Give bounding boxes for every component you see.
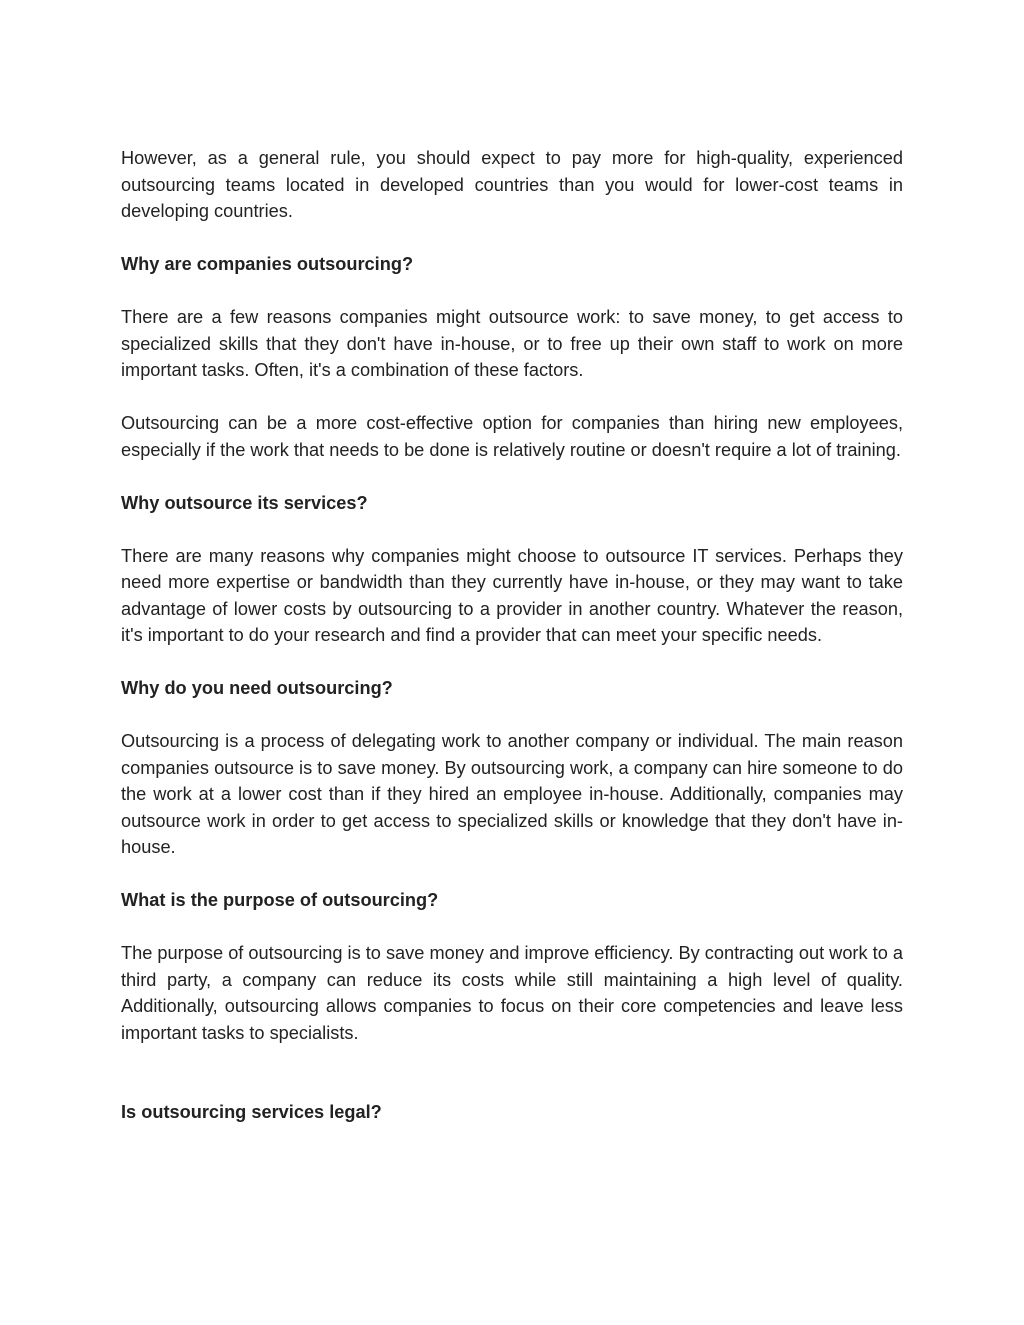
document-body <box>121 145 903 1152</box>
paragraph-purpose: The purpose of outsourcing is to save money and improve efficiency. By contracting out work to a third party, a company can reduce its costs while still maintaining a high level of quality. Additionally, outsourcing allows companies to focus on their core competencies and leave less important tasks to specialists. <box>121 943 903 1043</box>
heading-purpose-outsourcing: What is the purpose of outsourcing? <box>121 890 439 910</box>
heading-outsourcing-legal: Is outsourcing services legal? <box>121 1102 382 1122</box>
paragraph-pricing-note: However, as a general rule, you should expect to pay more for high-quality, experienced outsourcing teams located in developed countries than you would for lower-cost teams in developing countries. <box>121 148 903 221</box>
paragraph-cost-effective: Outsourcing can be a more cost-effective option for companies than hiring new employees, especially if the work that needs to be done is relatively routine or doesn't require a lot of training. <box>121 413 903 460</box>
paragraph-delegating-work: Outsourcing is a process of delegating work to another company or individual. The main reason companies outsource is to save money. By outsourcing work, a company can hire someone to do the work at a lower cost than if they hired an employee in-house. Additionally, companies may outsource work in order to get access to specialized skills or knowledge that they don't have in-house. <box>121 731 903 857</box>
paragraph-reasons-outsource: There are a few reasons companies might outsource work: to save money, to get access to specialized skills that they don't have in-house, or to free up their own staff to work on more important tasks. Often, it's a combination of these factors. <box>121 307 903 380</box>
heading-why-need-outsourcing: Why do you need outsourcing? <box>121 678 393 698</box>
blank-line <box>121 1073 903 1100</box>
paragraph-it-services: There are many reasons why companies might choose to outsource IT services. Perhaps they need more expertise or bandwidth than they currently have in-house, or they may want to take advantage of lower costs by outsourcing to a provider in another country. Whatever the reason, it's important to do your research and find a provider that can meet your specific needs. <box>121 545 903 645</box>
heading-why-outsource-services: Why outsource its services? <box>121 492 368 513</box>
heading-why-companies-outsourcing: Why are companies outsourcing? <box>121 254 414 274</box>
